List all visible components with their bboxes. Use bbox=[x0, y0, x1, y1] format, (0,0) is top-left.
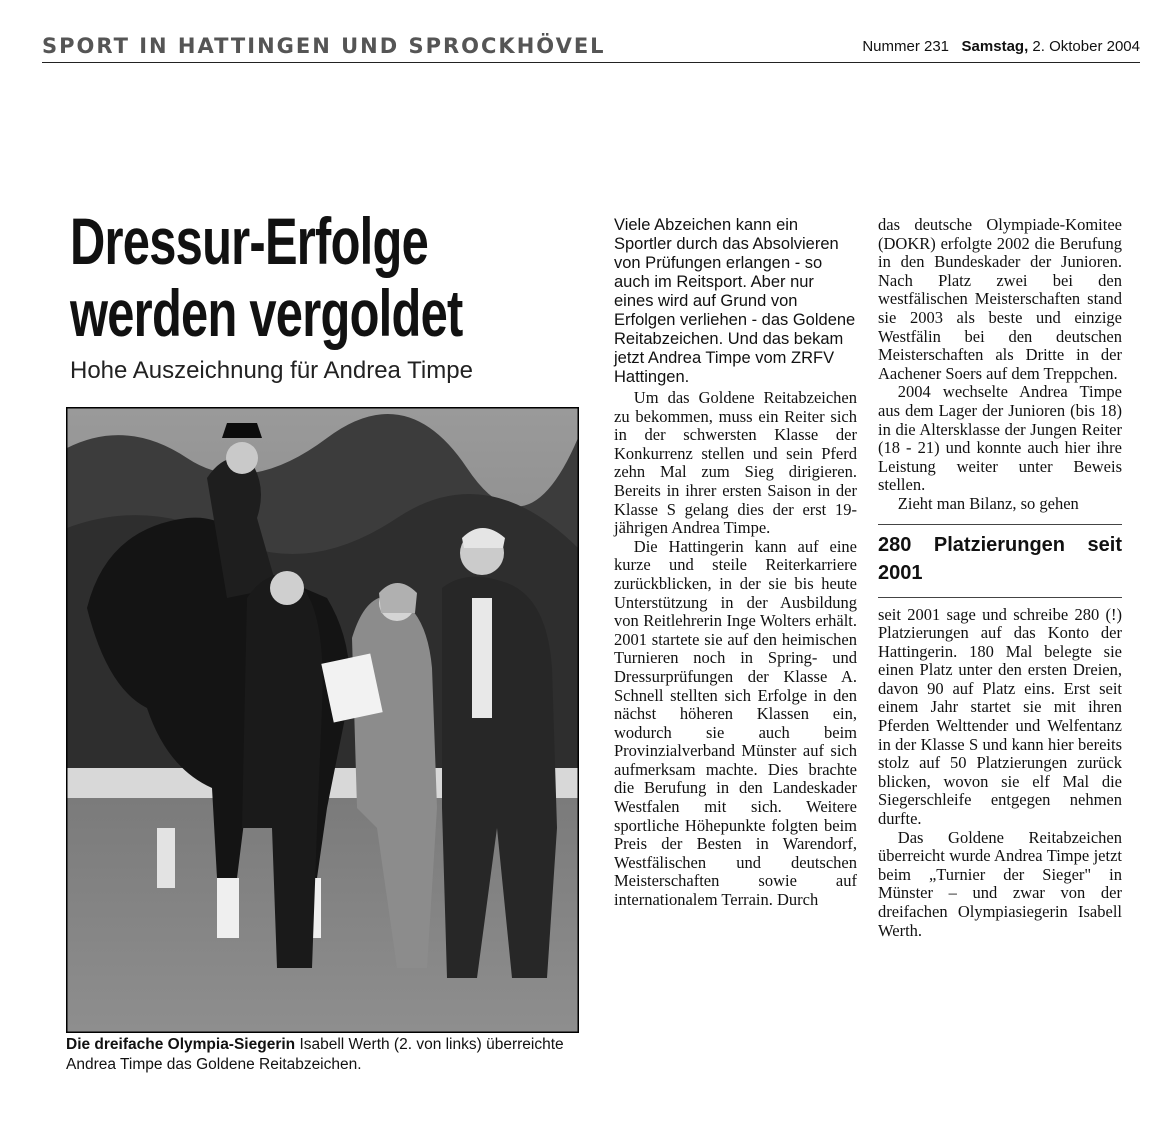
article-intro: Viele Abzeichen kann ein Sportler durch das Absolvieren von Prüfungen erlangen - so auch im Reitsport. Aber nur eines wird auf Grund von Erfolgen verliehen - das Goldene Reitabzeichen. Und das bekam jetzt Andrea Timpe vom ZRFV Hattingen. bbox=[614, 216, 856, 386]
issue-number: Nummer 231 bbox=[862, 38, 950, 55]
article-subhead: Hohe Auszeichnung für Andrea Timpe bbox=[70, 357, 473, 384]
issue-weekday: Samstag, bbox=[961, 38, 1029, 55]
article-paragraph: Die Hattingerin kann auf eine kurze und steile Reiterkarriere zurückblicken, in der sie bis heute Unterstützung in der Ausbildung von Reitlehrerin Inge Wolters erhält. 2001 startete sie auf den heimischen Turnieren noch in Spring- und Dressurprüfungen der Klasse A. Schnell stellten sich Erfolge in den nächst höheren Klassen ein, wodurch sie auch beim Provinzialverband Münster auf sich aufmerksam machte. Dies brachte die Berufung in den Landeskader Westfalen mit sich. Weitere sportliche Höhepunkte folgten beim Preis der Besten in Warendorf, Westfälischen und deutschen Meisterschaften sowie auf internationalem Terrain. Durch bbox=[614, 536, 857, 910]
article-headline: Dressur-Erfolge werden vergoldet bbox=[70, 204, 463, 350]
article-column-2 bbox=[614, 216, 857, 910]
photo-caption bbox=[66, 1035, 580, 1075]
article-column-3 bbox=[878, 216, 1122, 940]
issue-date: 2. Oktober 2004 bbox=[1032, 38, 1140, 55]
issue-info bbox=[862, 38, 1140, 55]
column-divider bbox=[878, 524, 1122, 525]
article-paragraph: Das Goldene Reitabzeichen überreicht wurde Andrea Timpe jetzt beim „Turnier der Sieger" in Münster – und zwar von der dreifachen Olympiasiegerin Isabell Werth. bbox=[878, 827, 1122, 940]
photo-caption-lead: Die dreifache Olympia-Siegerin bbox=[66, 1036, 296, 1053]
article-paragraph: Zieht man Bilanz, so gehen bbox=[897, 493, 1079, 513]
article-paragraph: Um das Goldene Reitabzeichen zu bekommen, muss ein Reiter sich in der schwersten Klasse der Konkurrenz stellen und sein Pferd zehn Mal zum Sieg dirigieren. Bereits in ihrer ersten Saison in der Klasse S gelang dies der erst 19-jährigen Andrea Timpe. bbox=[614, 388, 857, 538]
section-title: SPORT IN HATTINGEN UND SPROCKHÖVEL bbox=[42, 34, 606, 58]
article-paragraph: seit 2001 sage und schreibe 280 (!) Platzierungen auf das Konto der Hattingerin. 180 Mal belegte sie einen Platz unter den ersten Dreien, davon 90 auf Platz eins. Erst seit einem Jahr startet sie mit ihren Pferden Welttender und Welfentanz in der Klasse S und kann hier bereits stolz auf 50 Platzierungen zurück blicken, wovon sie elf Mal die Siegerschleife entgegen nehmen durfte. bbox=[878, 604, 1122, 829]
masthead bbox=[42, 32, 1140, 63]
article-subheading: 280 Platzierungen seit 2001 bbox=[878, 533, 1122, 584]
photo-caption-text: Isabell Werth (2. von links) überreichte Andrea Timpe das Goldene Reitabzeichen. bbox=[66, 1036, 564, 1073]
column-divider bbox=[878, 597, 1122, 598]
article-paragraph: 2004 wechselte Andrea Timpe aus dem Lager der Junioren (bis 18) in die Altersklasse der Jungen Reiter (18 - 21) und konnte auch hier ihre Leistung weiter unter Beweis stellen. bbox=[878, 382, 1122, 495]
article-photo bbox=[66, 407, 579, 1033]
article-paragraph: das deutsche Olympiade-Komitee (DOKR) erfolgte 2002 die Berufung in den Bundeskader der Junioren. Nach Platz zwei bei den westfälischen Meisterschaften stand sie 2003 als beste und einzige Westfälin bei den deutschen Meisterschaften als Dritte in der Aachener Soers auf dem Treppchen. bbox=[878, 215, 1122, 383]
